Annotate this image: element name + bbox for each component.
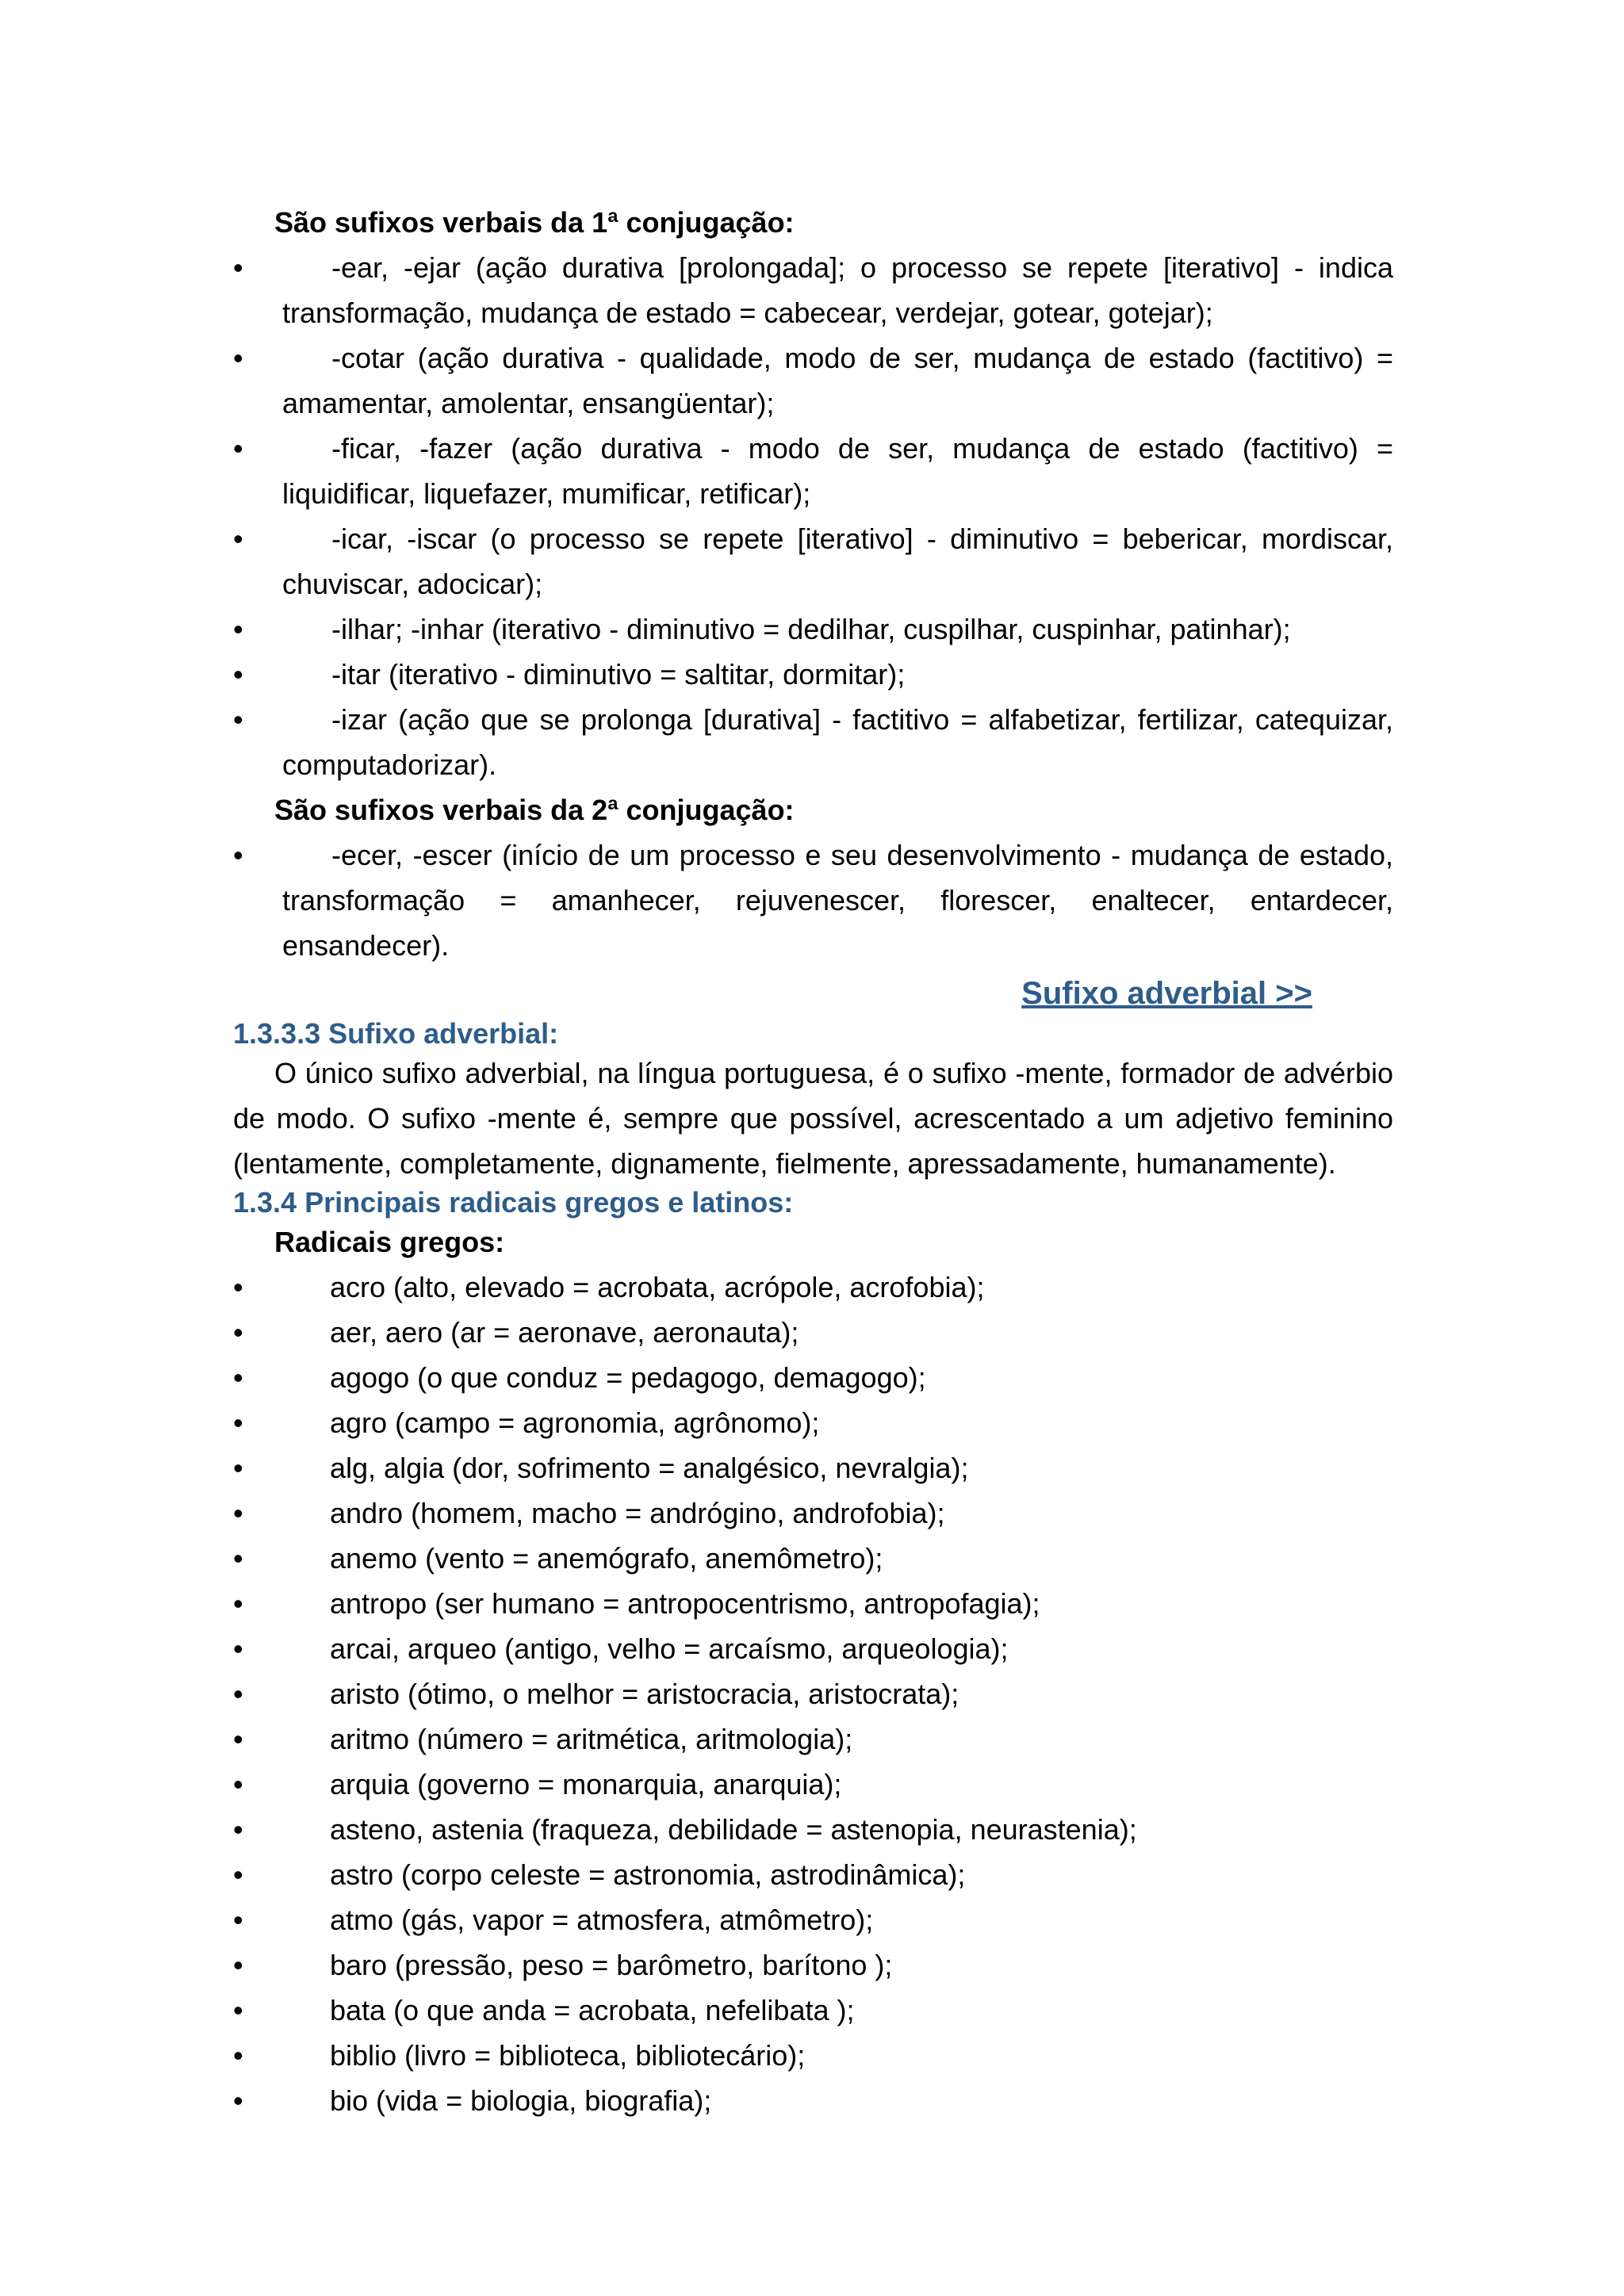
list-item xyxy=(233,832,1393,968)
bullet-icon: • xyxy=(233,1542,243,1575)
first-conjugation-list xyxy=(233,245,1393,787)
first-conjugation-heading: São sufixos verbais da 1ª conjugação: xyxy=(274,206,795,239)
list-item xyxy=(233,2033,1393,2078)
link-row xyxy=(233,968,1393,1017)
bullet-icon: • xyxy=(233,432,243,465)
bullet-icon: • xyxy=(233,613,243,645)
list-item-text: andro (homem, macho = andrógino, androfobia); xyxy=(330,1497,945,1529)
list-item-text: -icar, -iscar (o processo se repete [iterativo] - diminutivo = bebericar, mordiscar, chuviscar, adocicar); xyxy=(282,522,1393,600)
list-item xyxy=(233,607,1393,652)
list-item-text: arquia (governo = monarquia, anarquia); xyxy=(330,1768,842,1800)
bullet-icon: • xyxy=(233,703,243,736)
bullet-icon: • xyxy=(233,1768,243,1800)
list-item-text: arcai, arqueo (antigo, velho = arcaísmo, arqueologia); xyxy=(330,1632,1009,1665)
list-item-text: -ecer, -escer (início de um processo e seu desenvolvimento - mudança de estado, transformação = amanhecer, rejuvenescer, florescer, enaltecer, entardecer, ensandecer). xyxy=(282,839,1393,962)
bullet-icon: • xyxy=(233,1361,243,1394)
list-item-text: bio (vida = biologia, biografia); xyxy=(330,2084,712,2117)
adverbial-paragraph: O único sufixo adverbial, na língua portuguesa, é o sufixo -mente, formador de advérbio de modo. O sufixo -mente é, sempre que possível, acrescentado a um adjetivo feminino (lentamente, completamente, dignamente, fielmente, apressadamente, humanamente). xyxy=(233,1057,1393,1180)
bullet-icon: • xyxy=(233,1587,243,1620)
list-item-text: agogo (o que conduz = pedagogo, demagogo); xyxy=(330,1361,926,1394)
list-item xyxy=(233,1988,1393,2033)
bullet-icon: • xyxy=(233,1994,243,2026)
list-item xyxy=(233,1942,1393,1988)
list-item-text: baro (pressão, peso = barômetro, barítono ); xyxy=(330,1949,893,1981)
list-item-text: -cotar (ação durativa - qualidade, modo de ser, mudança de estado (factitivo) = amamentar, amolentar, ensangüentar); xyxy=(282,342,1393,419)
list-item-text: agro (campo = agronomia, agrônomo); xyxy=(330,1406,820,1439)
list-item xyxy=(233,1762,1393,1807)
bullet-icon: • xyxy=(233,2084,243,2117)
list-item-text: -ear, -ejar (ação durativa [prolongada]; o processo se repete [iterativo] - indica transformação, mudança de estado = cabecear, verdejar, gotear, gotejar); xyxy=(282,251,1393,329)
list-item-text: astro (corpo celeste = astronomia, astrodinâmica); xyxy=(330,1858,966,1891)
bullet-icon: • xyxy=(233,251,243,284)
list-item xyxy=(233,335,1393,426)
bullet-icon: • xyxy=(233,839,243,871)
list-item-text: bata (o que anda = acrobata, nefelibata ); xyxy=(330,1994,855,2026)
list-item xyxy=(233,1581,1393,1626)
list-item xyxy=(233,1355,1393,1400)
list-item xyxy=(233,1716,1393,1762)
bullet-icon: • xyxy=(233,1632,243,1665)
list-item-text: aer, aero (ar = aeronave, aeronauta); xyxy=(330,1316,799,1349)
list-item xyxy=(233,1400,1393,1445)
list-item xyxy=(233,1265,1393,1310)
sufixo-adverbial-link[interactable]: Sufixo adverbial >> xyxy=(1021,976,1312,1011)
bullet-icon: • xyxy=(233,2039,243,2072)
list-item-text: antropo (ser humano = antropocentrismo, antropofagia); xyxy=(330,1587,1040,1620)
bullet-icon: • xyxy=(233,1316,243,1349)
list-item xyxy=(233,426,1393,516)
greek-radicals-heading: Radicais gregos: xyxy=(274,1226,505,1258)
list-item-text: asteno, astenia (fraqueza, debilidade = astenopia, neurastenia); xyxy=(330,1813,1137,1846)
radicals-section-heading: 1.3.4 Principais radicais gregos e latinos: xyxy=(233,1186,794,1219)
list-item-text: acro (alto, elevado = acrobata, acrópole, acrofobia); xyxy=(330,1271,985,1303)
bullet-icon: • xyxy=(233,1271,243,1303)
second-conjugation-list xyxy=(233,832,1393,968)
list-item xyxy=(233,245,1393,335)
bullet-icon: • xyxy=(233,342,243,374)
list-item xyxy=(233,1807,1393,1852)
greek-radicals-list xyxy=(233,1265,1393,2123)
list-item-text: aritmo (número = aritmética, aritmologia); xyxy=(330,1723,853,1755)
bullet-icon: • xyxy=(233,1723,243,1755)
second-conjugation-heading: São sufixos verbais da 2ª conjugação: xyxy=(274,794,795,826)
bullet-icon: • xyxy=(233,1858,243,1891)
bullet-icon: • xyxy=(233,1813,243,1846)
list-item-text: -ilhar; -inhar (iterativo - diminutivo = dedilhar, cuspilhar, cuspinhar, patinhar); xyxy=(331,613,1291,645)
bullet-icon: • xyxy=(233,522,243,555)
list-item xyxy=(233,516,1393,607)
list-item-text: anemo (vento = anemógrafo, anemômetro); xyxy=(330,1542,883,1575)
list-item xyxy=(233,1536,1393,1581)
bullet-icon: • xyxy=(233,1949,243,1981)
list-item xyxy=(233,1445,1393,1490)
list-item xyxy=(233,1490,1393,1536)
list-item xyxy=(233,697,1393,787)
list-item xyxy=(233,1310,1393,1355)
list-item-text: biblio (livro = biblioteca, bibliotecário); xyxy=(330,2039,806,2072)
bullet-icon: • xyxy=(233,1452,243,1484)
list-item-text: atmo (gás, vapor = atmosfera, atmômetro); xyxy=(330,1904,874,1936)
adverbial-section-heading: 1.3.3.3 Sufixo adverbial: xyxy=(233,1017,559,1050)
bullet-icon: • xyxy=(233,1904,243,1936)
bullet-icon: • xyxy=(233,1497,243,1529)
list-item xyxy=(233,1852,1393,1897)
list-item-text: alg, algia (dor, sofrimento = analgésico, nevralgia); xyxy=(330,1452,969,1484)
bullet-icon: • xyxy=(233,1406,243,1439)
list-item-text: aristo (ótimo, o melhor = aristocracia, aristocrata); xyxy=(330,1678,959,1710)
list-item-text: -ficar, -fazer (ação durativa - modo de ser, mudança de estado (factitivo) = liquidificar, liquefazer, mumificar, retificar); xyxy=(282,432,1393,510)
bullet-icon: • xyxy=(233,1678,243,1710)
bullet-icon: • xyxy=(233,658,243,691)
list-item xyxy=(233,652,1393,697)
list-item xyxy=(233,1626,1393,1671)
list-item-text: -itar (iterativo - diminutivo = saltitar, dormitar); xyxy=(331,658,906,691)
list-item xyxy=(233,2078,1393,2123)
list-item-text: -izar (ação que se prolonga [durativa] - factitivo = alfabetizar, fertilizar, catequizar, computadorizar). xyxy=(282,703,1393,781)
list-item xyxy=(233,1897,1393,1942)
list-item xyxy=(233,1671,1393,1716)
page-content xyxy=(233,200,1393,2123)
